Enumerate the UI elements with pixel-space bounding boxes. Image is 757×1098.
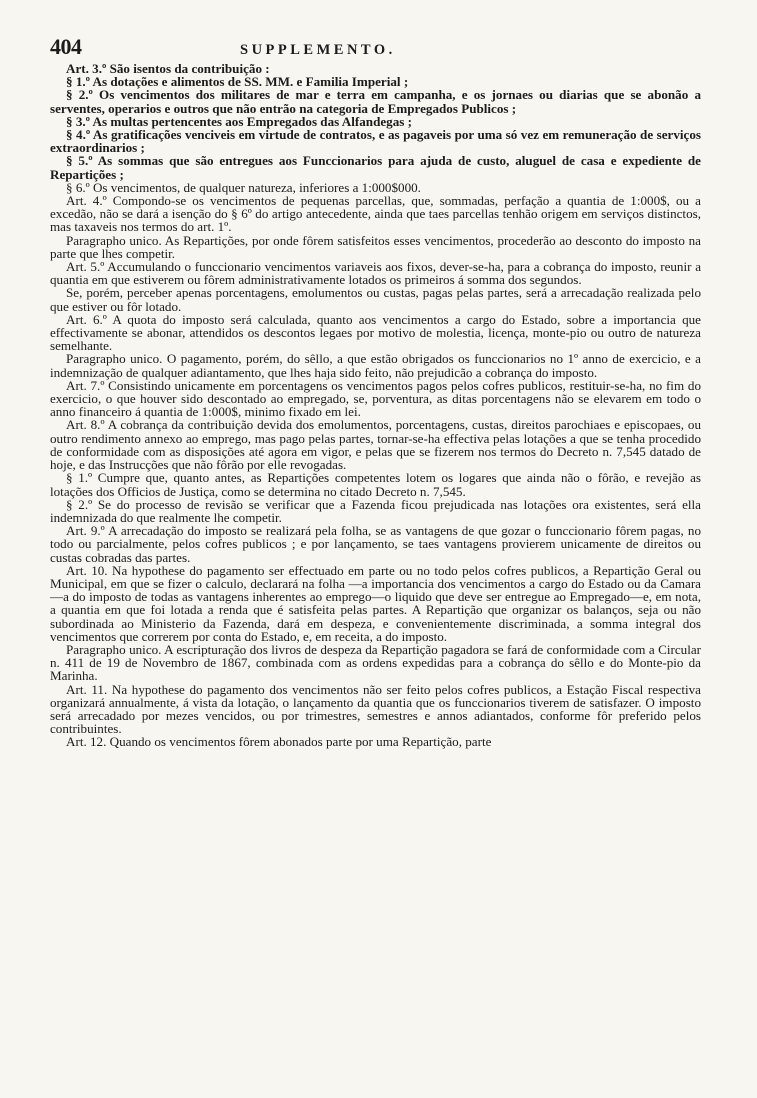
paragraph: § 2.º Se do processo de revisão se verificar que a Fazenda ficou prejudicada nas lotações ora existentes, será ella indemnizada do que realmente lhe competir. [50,496,701,525]
running-title: SUPPLEMENTO. [240,42,396,58]
paragraph: Art. 9.º A arrecadação do imposto se realizará pela folha, se as vantagens de que gozar o funccionario fôrem pagas, no todo ou parcialmente, pelos cofres publicos ; e por lançamento, se taes vantagens provierem unicamente de direitos ou custas cobradas das partes. [50,523,701,565]
page-number: 404 [50,34,82,59]
paragraph: Art. 5.º Accumulando o funccionario vencimentos variaveis aos fixos, dever-se-ha, para a cobrança do imposto, reunir a quantia em que estiverem ou fôrem administrativamente lotados os primeiros á somma dos segundos. [50,259,701,288]
paragraph: Art. 10. Na hypothese do pagamento ser effectuado em parte ou no todo pelos cofres publicos, a Repartição Geral ou Municipal, em que se fizer o calculo, declarará na folha —a importancia dos vencimentos a cargo do Estado ou da Camara—a do imposto de todas as vantagens inherentes ao emprego—o liquido que deve ser entregue ao Empregado—e, em nota, a quantia em que foi lotada a renda que é satisfeita pelas partes. A Repartição que organizar os balanços, seja ou não subordinada ao Ministerio da Fazenda, dará em despeza, e convenientemente discriminada, a somma integral dos vencimentos que correrem por conta do Estado, e, em receita, a do imposto. [50,562,701,644]
paragraph: § 5.º As sommas que são entregues aos Funccionarios para ajuda de custo, aluguel de casa e expediente de Repartições ; [50,153,701,182]
paragraph: § 6.º Os vencimentos, de qualquer natureza, inferiores a 1:000$000. [66,179,421,195]
body-text [50,62,701,749]
paragraph: Art. 8.º A cobrança da contribuição devida dos emolumentos, porcentagens, custas, direitos parochiaes e episcopaes, ou outro rendimento annexo ao emprego, mas pago pelas partes, tornar-se-ha effectiva pelas lotações a que se tenha procedido de conformidade com as disposições até agora em vigor, e pelas que se fizerem nos termos do Decreto n. 7,545 datado de hoje, e das Instrucções que não fôrão por elle revogadas. [50,417,701,473]
paragraph: § 3.º As multas pertencentes aos Empregados das Alfandegas ; [66,113,412,129]
page-header [50,34,701,58]
paragraph: Art. 4.º Compondo-se os vencimentos de pequenas parcellas, que, sommadas, perfação a quantia de 1:000$, ou a excedão, não se dará a isenção do § 6º do artigo antecedente, ainda que taes parcellas tenhão origem em serviços distinctos, mas taxaveis nos termos do art. 1º. [50,193,701,235]
paragraph: § 1.º Cumpre que, quanto antes, as Repartições competentes lotem os logares que ainda não o fôrão, e revejão as lotações dos Officios de Justiça, como se determina no citado Decreto n. 7,545. [50,470,701,499]
paragraph: Paragrapho unico. O pagamento, porém, do sêllo, a que estão obrigados os funccionarios no 1º anno de exercicio, e a indemnização de qualquer adiantamento, que lhes haja sido feito, não prejudicão a cobrança do imposto. [50,351,701,380]
paragraph: § 2.º Os vencimentos dos militares de mar e terra em campanha, e os jornaes ou diarias que se abonão a serventes, operarios e outros que não entrão na categoria de Empregados Publicos ; [50,87,701,116]
paragraph: Art. 3.º São isentos da contribuição : [66,61,270,76]
paragraph: Se, porém, perceber apenas porcentagens, emolumentos ou custas, pagas pelas partes, será a arrecadação realizada pelo que estiver ou fôr lotado. [50,285,701,314]
paragraph: Paragrapho unico. As Repartições, por onde fôrem satisfeitos esses vencimentos, procederão ao desconto do imposto na parte que lhes competir. [50,232,701,261]
paragraph: Art. 6.º A quota do imposto será calculada, quanto aos vencimentos a cargo do Estado, sobre a importancia que effectivamente se abonar, attendidos os descontos legaes por motivo de molestia, licença, monte-pio ou outro de natureza semelhante. [50,311,701,354]
paragraph: Art. 7.º Consistindo unicamente em porcentagens os vencimentos pagos pelos cofres publicos, restituir-se-ha, no fim do exercicio, o que houver sido descontado ao empregado, se, porventura, as ditas porcentagens não se elevarem em todo o anno financeiro á quantia de 1:000$, minimo fixado em lei. [50,377,701,420]
paragraph: § 4.º As gratificações venciveis em virtude de contratos, e as pagaveis por uma só vez em remuneração de serviços extraordinarios ; [50,127,701,156]
paragraph: Paragrapho unico. A escripturação dos livros de despeza da Repartição pagadora se fará de conformidade com a Circular n. 411 de 19 de Novembro de 1867, combinada com as ordens expedidas para a cobrança do sêllo e do Monte-pio da Marinha. [50,641,701,684]
paragraph: Art. 12. Quando os vencimentos fôrem abonados parte por uma Repartição, parte [66,734,492,750]
paragraph: Art. 11. Na hypothese do pagamento dos vencimentos não ser feito pelos cofres publicos, a Estação Fiscal respectiva organizará annualmente, á vista da lotação, o lançamento da quantia que os funccionarios tiverem de satisfazer. O imposto será arrecadado por mezes vencidos, ou por trimestres, semestres e annos adiantados, conforme fôr preferido pelos contribuintes. [50,681,701,737]
paragraph: § 1.º As dotações e alimentos de SS. MM. e Familia Imperial ; [66,74,409,90]
